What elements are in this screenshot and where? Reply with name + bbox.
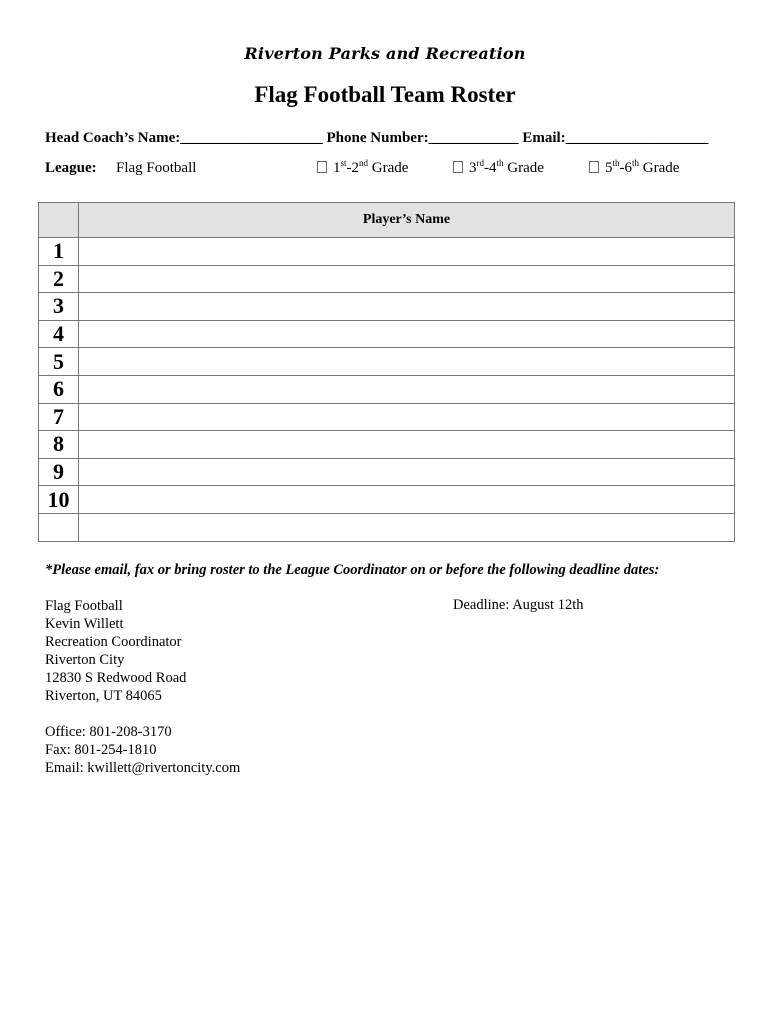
table-row (39, 458, 735, 486)
table-row (39, 238, 735, 266)
contact-line: 12830 S Redwood Road (45, 670, 187, 686)
head-coach-label: Head Coach’s Name: (45, 130, 181, 146)
row-number: 7 (39, 403, 79, 431)
checkbox-icon[interactable] (589, 161, 599, 173)
player-name-field[interactable] (79, 293, 735, 321)
table-row (39, 348, 735, 376)
contact-line: Flag Football (45, 598, 123, 614)
league-line (45, 160, 735, 182)
row-number: 5 (39, 348, 79, 376)
spacer (45, 705, 240, 723)
table-row (39, 486, 735, 514)
fax-number: Fax: 801-254-1810 (45, 742, 157, 758)
table-row (39, 513, 735, 541)
player-name-field[interactable] (79, 238, 735, 266)
phone-number-label: Phone Number: (326, 130, 429, 146)
league-value: Flag Football (116, 160, 197, 176)
coach-info-line (45, 130, 735, 147)
roster-table (38, 202, 735, 542)
player-name-field[interactable] (79, 320, 735, 348)
table-row (39, 320, 735, 348)
email-label: Email: (522, 130, 566, 146)
row-number: 9 (39, 458, 79, 486)
player-name-field[interactable] (79, 486, 735, 514)
table-row (39, 403, 735, 431)
contact-line: Riverton City (45, 652, 125, 668)
grade-option-1-2[interactable]: 1st-2nd Grade (317, 160, 408, 177)
head-coach-name-field[interactable]: ___________________ (180, 130, 323, 146)
submission-note: *Please email, fax or bring roster to the League Coordinator on or before the following deadline dates: (45, 562, 660, 578)
office-phone: Office: 801-208-3170 (45, 724, 172, 740)
row-number: 10 (39, 486, 79, 514)
contact-email: Email: kwillett@rivertoncity.com (45, 760, 241, 776)
row-number: 6 (39, 375, 79, 403)
contact-line: Kevin Willett (45, 616, 124, 632)
grade-option-3-4[interactable]: 3rd-4th Grade (453, 160, 544, 177)
table-row (39, 375, 735, 403)
grade-option-5-6[interactable]: 5th-6th Grade (589, 160, 679, 177)
table-row (39, 265, 735, 293)
player-name-field[interactable] (79, 431, 735, 459)
league-label: League: (45, 160, 97, 176)
player-name-field[interactable] (79, 265, 735, 293)
player-name-field[interactable] (79, 513, 735, 541)
row-number: 8 (39, 431, 79, 459)
checkbox-icon[interactable] (453, 161, 463, 173)
roster-header-row (39, 203, 735, 238)
players-name-header: Player’s Name (79, 203, 735, 238)
row-number: 1 (39, 238, 79, 266)
table-row (39, 293, 735, 321)
organization-name: Riverton Parks and Recreation (244, 44, 526, 63)
phone-number-field[interactable]: ____________ (428, 130, 519, 146)
checkbox-icon[interactable] (317, 161, 327, 173)
contact-line: Riverton, UT 84065 (45, 688, 162, 704)
row-number: 3 (39, 293, 79, 321)
roster-number-header (39, 203, 79, 238)
contact-line: Recreation Coordinator (45, 634, 182, 650)
table-row (39, 431, 735, 459)
player-name-field[interactable] (79, 375, 735, 403)
coordinator-contact (45, 597, 240, 777)
email-field[interactable]: ___________________ (565, 130, 709, 146)
row-number: 4 (39, 320, 79, 348)
player-name-field[interactable] (79, 403, 735, 431)
player-name-field[interactable] (79, 348, 735, 376)
row-number: 2 (39, 265, 79, 293)
deadline-text: Deadline: August 12th (453, 597, 584, 613)
page-title: Flag Football Team Roster (254, 82, 516, 107)
player-name-field[interactable] (79, 458, 735, 486)
row-number (39, 513, 79, 541)
